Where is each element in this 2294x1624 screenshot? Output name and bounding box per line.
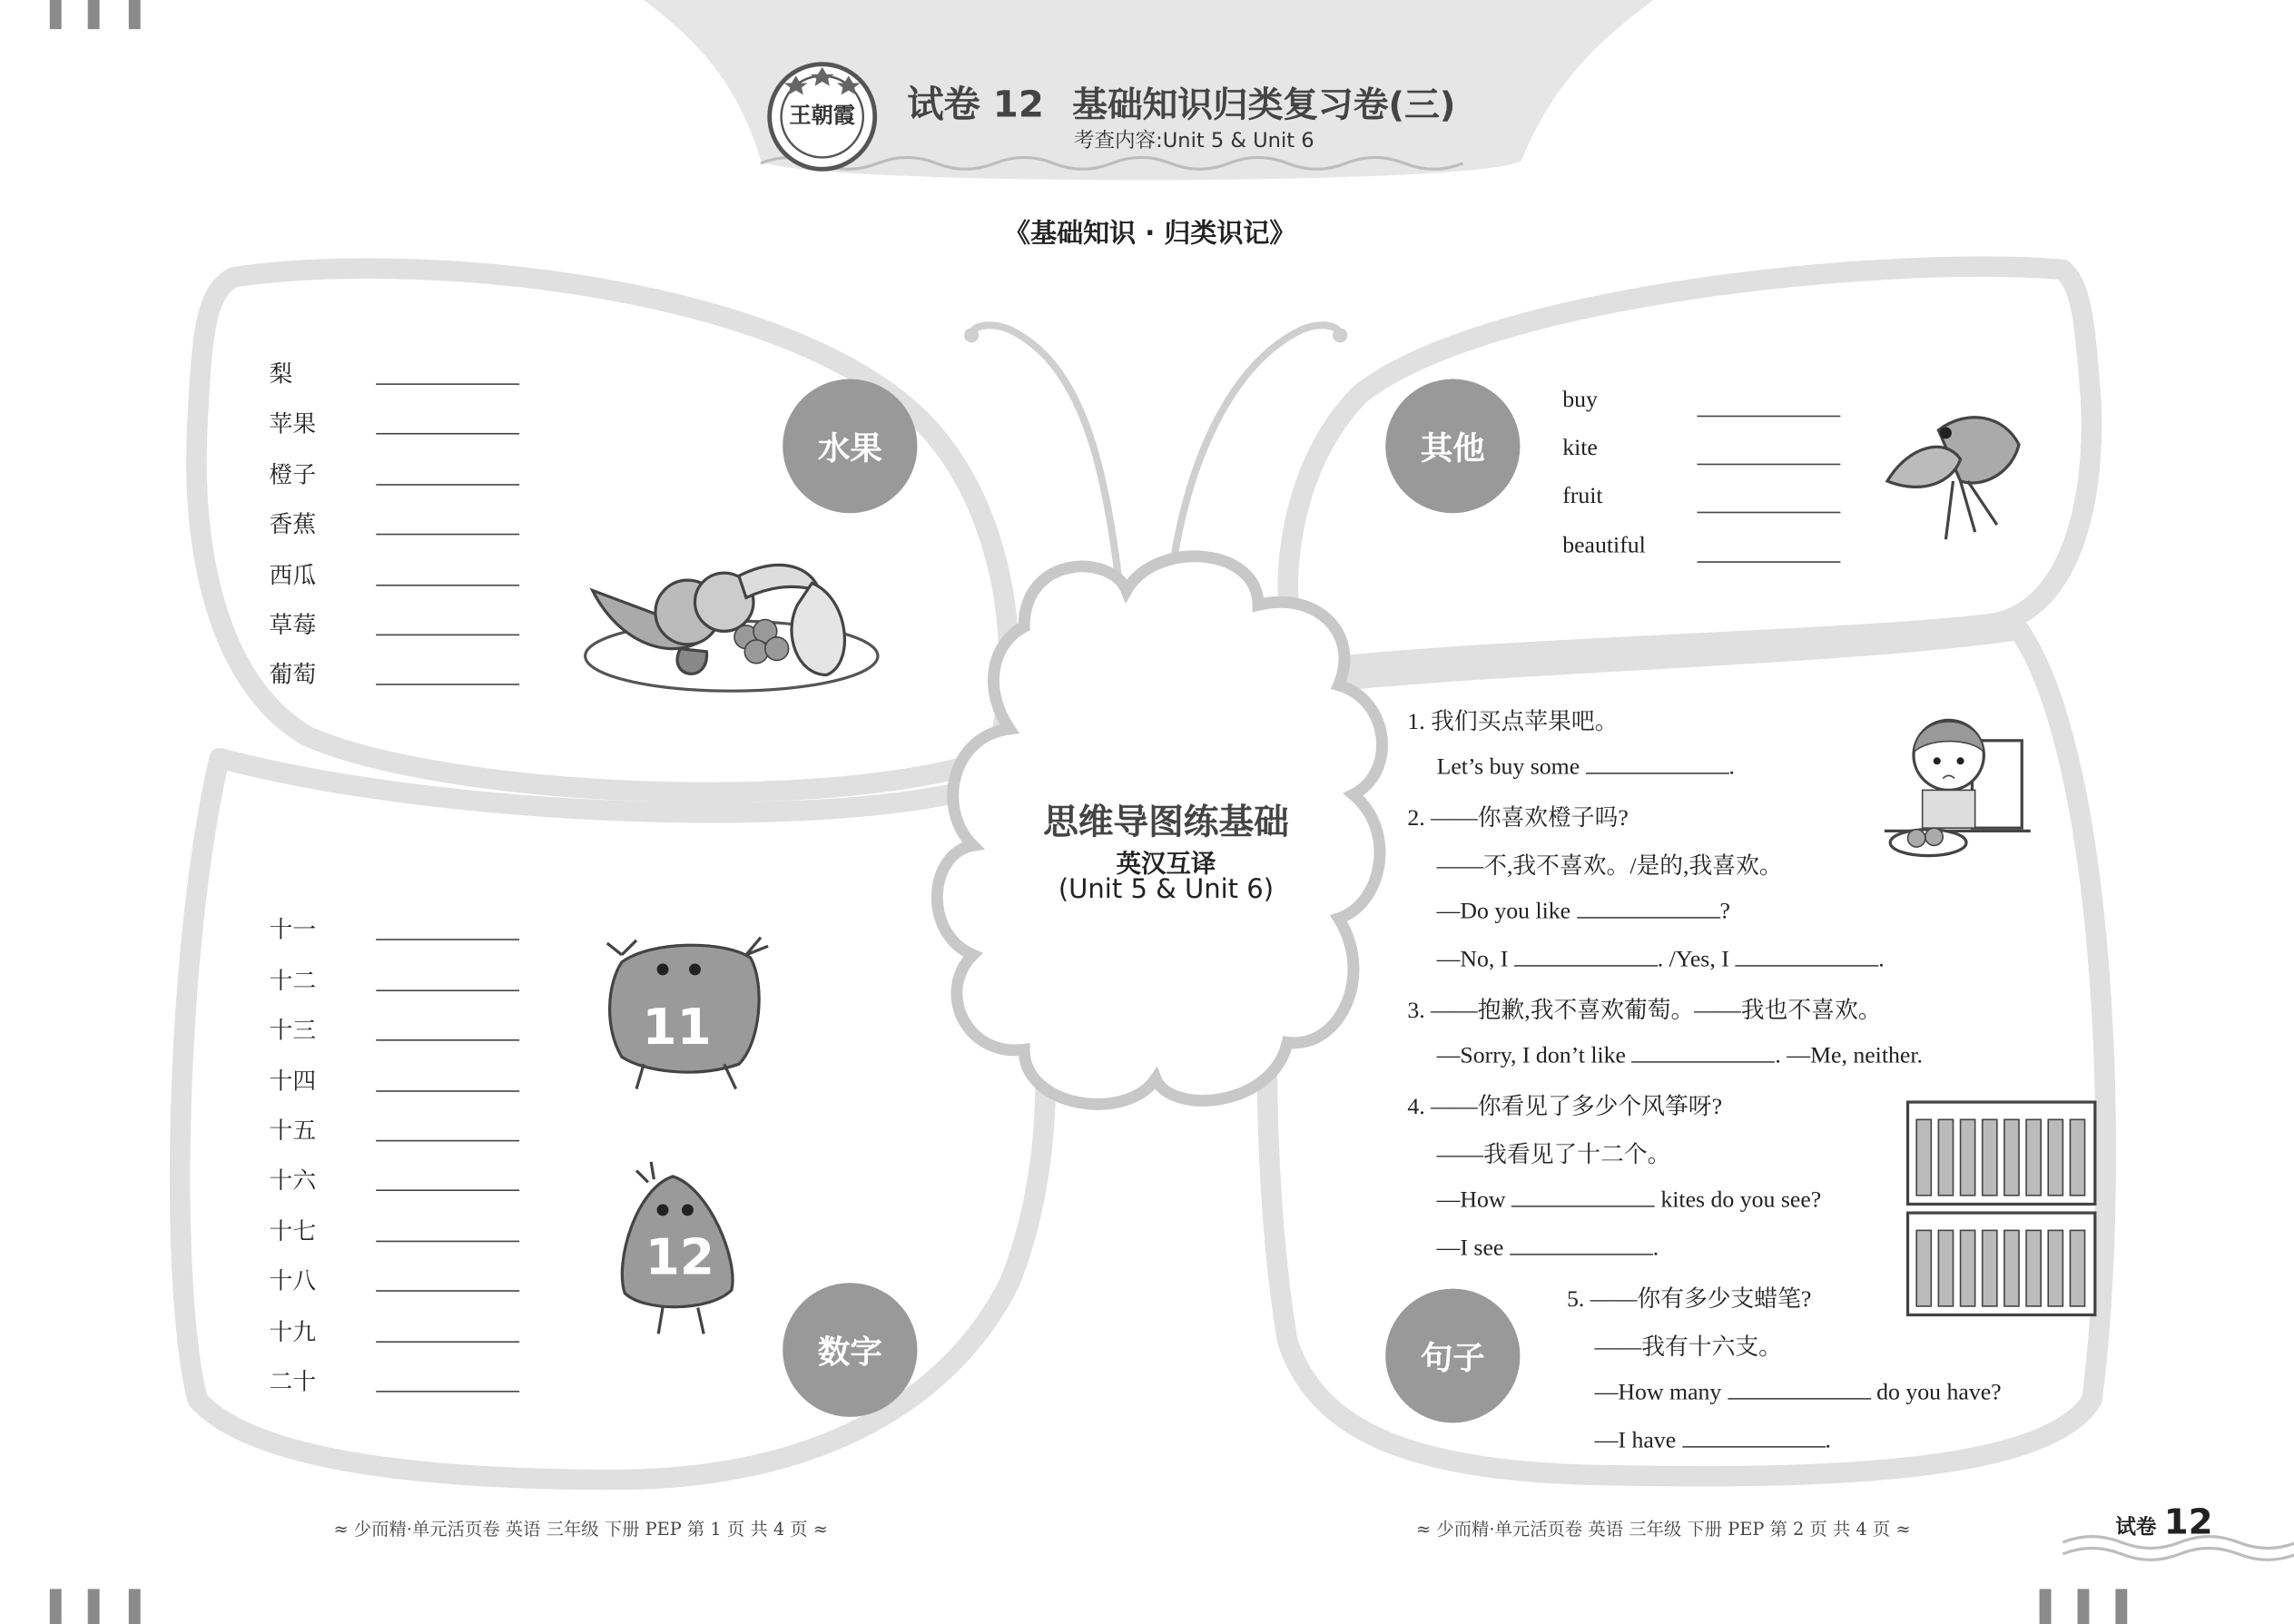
number-item: 十六 — [269, 1166, 317, 1195]
number-item: 十四 — [269, 1067, 317, 1096]
number-item: 二十 — [269, 1367, 317, 1395]
q2-english-2: —No, I . /Yes, I . — [1437, 945, 1885, 974]
answer-blank[interactable] — [1682, 1426, 1826, 1448]
number-item: 十八 — [269, 1266, 317, 1295]
q5-chinese-1: 5. ——你有多少支蜡笔? — [1567, 1287, 1812, 1313]
fruit-item: 橙子 — [269, 460, 317, 488]
answer-blank[interactable] — [1728, 1378, 1871, 1400]
answer-blank[interactable] — [376, 484, 519, 486]
q2-chinese-2: ——不,我不喜欢。/是的,我喜欢。 — [1436, 854, 1783, 880]
answer-blank[interactable] — [1510, 1234, 1653, 1255]
answer-blank[interactable] — [1697, 561, 1840, 563]
answer-blank[interactable] — [1514, 945, 1658, 967]
other-item: fruit — [1562, 484, 1603, 509]
center-subtitle: 英汉互译 — [1116, 850, 1216, 880]
fruit-item: 草莓 — [269, 610, 317, 639]
answer-blank[interactable] — [376, 1090, 519, 1092]
answer-blank[interactable] — [376, 1140, 519, 1142]
other-item: beautiful — [1562, 533, 1646, 559]
answer-blank[interactable] — [1577, 897, 1720, 919]
number-item: 十五 — [269, 1117, 317, 1145]
number-item: 十一 — [269, 915, 317, 944]
paper-tag-number: 12 — [2163, 1501, 2213, 1543]
answer-blank[interactable] — [1697, 512, 1840, 514]
laurel-left-icon: 《 — [1004, 218, 1031, 250]
center-units: (Unit 5 & Unit 6) — [1058, 874, 1275, 906]
q5-english-1: —How many do you have? — [1595, 1378, 2002, 1407]
number-item: 十九 — [269, 1317, 317, 1346]
mascot-12-number: 12 — [645, 1228, 714, 1288]
publisher-seal — [766, 61, 877, 172]
number-12-mascot — [607, 1159, 746, 1342]
answer-blank[interactable] — [376, 433, 519, 435]
sentences-label: 句子 — [1385, 1289, 1520, 1423]
fruit-item: 香蕉 — [269, 510, 317, 538]
answer-blank[interactable] — [1735, 945, 1878, 967]
answer-blank[interactable] — [376, 989, 519, 991]
goldfish-kite-illustration — [1880, 401, 2033, 547]
answer-blank[interactable] — [376, 1241, 519, 1243]
answer-blank[interactable] — [1697, 416, 1840, 418]
answer-blank[interactable] — [376, 585, 519, 586]
fruit-item: 西瓜 — [269, 561, 317, 589]
laurel-right-icon: 》 — [1269, 218, 1296, 250]
q4-chinese-2: ——我看见了十二个。 — [1436, 1143, 1671, 1168]
answer-blank[interactable] — [376, 1391, 519, 1393]
footer-right: ≈ 少而精·单元活页卷 英语 三年级 下册 PEP 第 2 页 共 4 页 ≈ — [1416, 1519, 1911, 1540]
other-item: buy — [1562, 388, 1598, 413]
answer-blank[interactable] — [376, 1039, 519, 1041]
paper-tag — [2115, 1501, 2212, 1542]
answer-blank[interactable] — [1697, 464, 1840, 466]
girl-illustration — [1885, 697, 2031, 866]
paper-tag-label: 试卷 — [2115, 1516, 2157, 1540]
q4-english-2: —I see . — [1437, 1234, 1659, 1263]
q5-english-2: —I have . — [1595, 1426, 1831, 1455]
fruit-item: 葡萄 — [269, 660, 317, 688]
q3-chinese: 3. ——抱歉,我不喜欢葡萄。——我也不喜欢。 — [1407, 999, 1882, 1024]
answer-blank[interactable] — [376, 383, 519, 385]
fruit-label: 水果 — [783, 379, 917, 514]
q4-chinese-1: 4. ——你看见了多少个风筝呀? — [1407, 1095, 1723, 1120]
q5-chinese-2: ——我有十六支。 — [1594, 1335, 1782, 1361]
fruit-item: 梨 — [269, 359, 293, 389]
crayon-boxes-illustration — [1905, 1099, 2098, 1318]
answer-blank[interactable] — [376, 1341, 519, 1343]
answer-blank[interactable] — [1511, 1186, 1655, 1207]
q1-english: Let’s buy some . — [1437, 753, 1735, 782]
number-item: 十二 — [269, 966, 317, 995]
number-item: 十三 — [269, 1016, 317, 1044]
fruit-plate-illustration — [578, 546, 885, 700]
answer-blank[interactable] — [1631, 1041, 1775, 1063]
q2-chinese-1: 2. ——你喜欢橙子吗? — [1407, 806, 1629, 832]
paper-scope: 考查内容:Unit 5 & Unit 6 — [1073, 129, 1314, 153]
q3-english: —Sorry, I don’t like . —Me, neither. — [1437, 1041, 1923, 1070]
q4-english-1: —How kites do you see? — [1437, 1186, 1822, 1215]
q1-chinese: 1. 我们买点苹果吧。 — [1407, 710, 1619, 735]
answer-blank[interactable] — [376, 534, 519, 536]
number-11-mascot — [578, 926, 791, 1101]
answer-blank[interactable] — [376, 1290, 519, 1292]
section-title: 《基础知识 · 归类识记》 — [1004, 218, 1296, 250]
paper-number: 试卷 12 — [907, 83, 1044, 126]
answer-blank[interactable] — [376, 939, 519, 940]
others-label: 其他 — [1385, 379, 1520, 514]
center-title: 思维导图练基础 — [1043, 802, 1289, 843]
number-item: 十七 — [269, 1216, 317, 1245]
paper-title: 基础知识归类复习卷(三) — [1072, 84, 1456, 126]
answer-blank[interactable] — [376, 684, 519, 685]
seal-name: 王朝霞 — [789, 102, 855, 129]
answer-blank[interactable] — [1586, 753, 1729, 774]
footer-left: ≈ 少而精·单元活页卷 英语 三年级 下册 PEP 第 1 页 共 4 页 ≈ — [333, 1519, 828, 1540]
mascot-11-number: 11 — [642, 999, 712, 1058]
other-item: kite — [1562, 436, 1598, 461]
fruit-item: 苹果 — [269, 409, 317, 438]
q2-english-1: —Do you like ? — [1437, 897, 1730, 926]
answer-blank[interactable] — [376, 635, 519, 636]
numbers-label: 数字 — [783, 1283, 917, 1417]
answer-blank[interactable] — [376, 1189, 519, 1191]
